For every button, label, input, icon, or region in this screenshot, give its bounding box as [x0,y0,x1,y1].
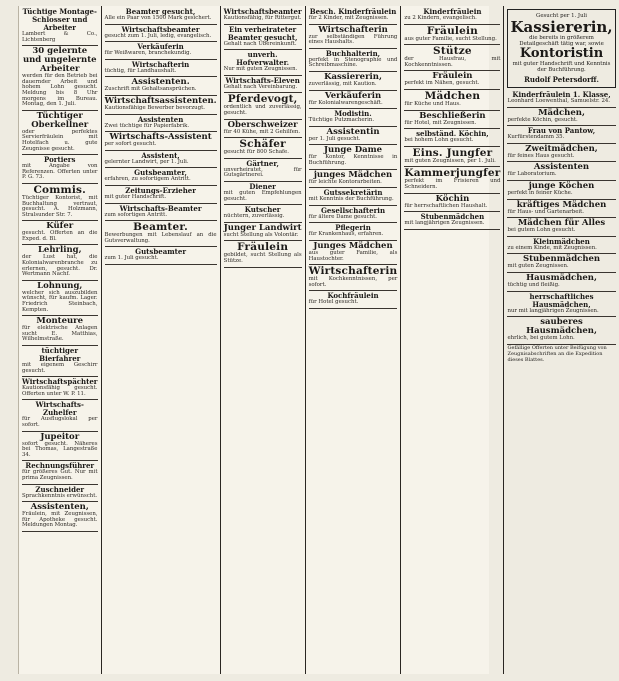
ad-text: für Hotel gesucht. [308,299,359,306]
ad [309,188,398,206]
ad-heading: Schäfer [239,138,286,151]
ad [224,223,302,242]
box-top-line: Gesucht per 1. Juli [536,13,588,19]
ad-text: mit guter Handschrift. [104,193,167,200]
ad [105,221,217,247]
ad-heading: Verkäuferin [137,42,184,52]
ad [105,132,217,151]
ad-heading: Tüchtige Montage-Schlosser und Arbeiter [22,7,97,32]
ad [105,96,217,115]
column-5 [401,6,504,674]
ad-text: Tüchtige Putzmacherin. [308,117,375,124]
ad-text: unverheiratet, für Gutsgärtnerei. [223,166,302,179]
ad-text: welcher sich auszubilden wünscht, für kaufm. Lager. Friedrich Steinbach, Kempten. [22,289,98,313]
ad-text: aus guter Familie, als Haustochter. [308,249,398,262]
ad-text: erfahren, zu sofortigem Antritt. [104,176,191,183]
ad [22,245,98,280]
ad [22,184,98,221]
ad [404,129,500,147]
ad-heading: Gutsbeamter, [134,168,187,178]
ad [224,25,302,51]
ad-heading: Zuschneider [35,484,85,494]
ad-text: zu einem Kinde, mit Zeugnissen. [507,244,597,251]
column-3 [221,6,306,674]
ad-heading: Zweitmädchen, [525,143,598,154]
ad-heading: Mädchen für Alles [517,218,606,229]
ad-heading: Pflegerin [335,223,371,233]
ad-heading: Wirtschafterin [308,265,398,278]
ad-text: mit guten Empfehlungen gesucht. [223,189,302,202]
ad-heading: Jupeitor [40,431,80,442]
ad [224,50,302,76]
ad [309,49,398,72]
ad-text: tüchtig und fleißig. [507,281,560,288]
ad [404,194,500,213]
ad-heading: Lohnung, [37,280,83,291]
ad [404,167,500,193]
ad-heading: Kassiererin, [324,71,382,82]
ad-text: Fräulein, mit Zeugnissen, für Apotheke gesucht. Meldungen Montag. [22,511,98,529]
ad-heading: Assistentin [326,126,380,137]
ad-text: für Kolonialwarengeschäft. [308,99,383,106]
ad-heading: Wirtschaftsassistenten. [104,95,217,106]
ad-heading: Assistenten [137,114,184,124]
ad [224,7,302,25]
ad-heading: Küfer [46,221,74,232]
ad [22,7,98,46]
ad-heading: herrschaftliches Hausmädchen, [529,291,594,309]
ad-text: für Krankenhaus, erfahren. [308,231,384,238]
ad [22,281,98,316]
ad-heading: Gesellschafterin [320,205,386,215]
ad-heading: Frau von Pantow, [527,126,596,136]
ad [22,346,98,377]
ad-heading: Verkäuferin [324,90,382,101]
ad-text: für Ausflugslokal per sofort. [22,416,98,428]
ad [309,25,398,49]
ad [507,162,615,181]
ad-heading: Kinderfräulein [423,7,482,16]
ad-text: Lambert & Co., Lichtenberg [22,31,98,43]
ad-text: für Küche und Haus. [404,100,461,107]
box-heading-cashier: Kassiererin, [510,18,613,36]
ad [309,223,398,241]
ad-heading: Monteure [36,316,84,327]
ad-text: für elektrische Anlagen sucht E. Matthias, Wilhelmstraße. [22,325,98,343]
ad-text: bei gutem Lohn gesucht. [507,227,576,234]
ad-heading: Assistenten, [30,502,89,513]
ad [224,205,302,223]
ad [224,138,302,159]
ad-heading: Wirtschaftsbeamter [121,24,200,34]
ad-text: sofort gesucht. Näheres bei Thomas, Langestraße 34. [22,440,98,458]
ad-text: für 40 Kühe, mit 2 Gehilfen. [223,128,301,135]
ad-heading: Hausmädchen, [526,272,597,283]
ad-text: gesucht für 800 Schafe. [223,149,289,156]
ad-text: zum sofortigen Antritt. [104,211,168,218]
ad-text: bei hohem Lohn gesucht. [404,137,474,144]
ad [224,120,302,139]
ad-text: gesucht. Offerten an die Exped. d. Bl. [22,230,98,242]
ad-text: Tüchtiger Kontorist, mit Buchhaltung vertraut, gesucht. A. Holzmann, Stralsunder Str. 7. [22,194,98,218]
ad [404,212,500,230]
ad-heading: kräftiges Mädchen [516,199,607,210]
ad-text: sucht Stellung als Volontär. [223,231,299,238]
ad-text: der Lust hat, die Kolonialwarenbranche zu erlernen, gesucht. Dr. Wertmann Nachf. [22,254,98,278]
ad-text: nüchtern, zuverlässig. [223,213,285,220]
ad-heading: Wirtschafts-Assistent [109,132,212,143]
ad-text: gelernter Landwirt, per 1. Juli. [104,158,189,165]
ad [309,109,398,127]
ad [224,159,302,182]
ad [309,291,398,309]
ad-text: Nur mit guten Zeugnissen. [223,66,298,73]
ad [507,108,615,127]
ad [404,147,500,168]
ad [105,60,217,78]
ad [507,273,615,292]
ad-text: zum 1. Juli gesucht. [104,255,159,262]
ad-heading: Kinderfräulein 1. Klasse, [512,90,611,99]
ad-heading: Fräulein [237,241,289,254]
ad-heading: junges Mädchen [313,169,393,180]
ad-heading: junge Köchen [528,180,595,191]
box-middle-text: die bereits in größerem Detailgeschäft tätig war, sowie [519,35,604,47]
ad-text: ordentlich und zuverlässig, gesucht. [223,104,302,116]
ad [309,145,398,169]
ad-text: tüchtig, für Landhaushalt. [104,67,177,74]
ad-text: werden für den Betrieb bei dauernder Arbeit und hohem Lohn gesucht. Meldung bis 8 Uhr morgens im Bureau. Montag, den 1. Juli. [22,73,98,108]
ad-text: perfekt in Stenographie und Schreibmaschine. [308,56,398,69]
ad [507,317,615,345]
ad-text: für Haus- und Gartenarbeit. [507,208,584,215]
ad-heading: Wirtschaftspächter [22,377,98,387]
ad [309,265,398,291]
ad-heading: Commis. [33,183,87,196]
ad-text: per sofort gesucht. [104,141,157,148]
ad [22,155,98,184]
ad-text: perfekt im Nähen, gesucht. [404,80,480,87]
ad [105,247,217,265]
ad-text: für feines Haus gesucht. [507,152,575,159]
ad-heading: Assistenten [533,162,590,173]
ad-text: zu 2 Kindern, evangelisch. [404,15,477,21]
ad-text: für herrschaftlichen Haushalt. [404,202,488,209]
ad-heading: Stütze [433,45,472,58]
ad-heading: Modistin. [334,109,372,119]
ad [22,432,98,462]
ad [309,72,398,91]
ad-heading: sauberes Hausmädchen, [526,317,597,337]
ad [105,186,217,204]
ad-text: aus guter Familie, sucht Stellung. [404,35,497,42]
ad-heading: unverh. Hofverwalter. [236,50,290,68]
ad-text: oder perfektes Servierfräulein mit Hotelfach u. gute Zeugnisse gesucht. [22,128,98,152]
ad-heading: Gutsbeamter [135,247,187,257]
ad-heading: Beamter. [133,221,188,234]
newspaper-page [18,6,613,674]
ad-text: für leichte Kontorarbeiten. [308,178,382,185]
ad-heading: Eins. Jungfer [412,146,493,159]
ad [105,115,217,133]
ad-text: Bewerbungen mit Lebenslauf an die Gutsverwaltung. [104,232,217,244]
ad-text: perfekte Köchin, gesucht. [507,116,578,123]
ad [507,218,615,237]
ad-heading: Stubenmädchen [420,212,485,222]
ad-text: Kautionsfähig gesucht. Offerten unter W. P. 11. [22,385,98,397]
ad [224,93,302,119]
ad-heading: 30 gelernte und ungelernte Arbeiter [22,46,97,75]
ad-text: der Hausfrau, mit Kochkenntnissen. [404,56,501,68]
ad [22,400,98,431]
ad-text: zur selbständigen Führung eines Haushalts. [308,33,398,46]
ad-text: mit guten Zeugnissen, per 1. Juli. [404,157,496,164]
ad [404,45,500,71]
ad [105,204,217,222]
ad-heading: Wirtschafterin [131,59,190,69]
ad [105,168,217,186]
ad-text: Kautionsfähige Bewerber bevorzugt. [104,104,205,111]
ad [507,181,615,200]
ad-text: Leonhard Loewenthal, Samuelstr. 24. [507,98,611,104]
ad-heading: Junge Dame [324,145,382,156]
ad-text: gebildet, sucht Stellung als Stütze. [223,252,302,264]
column-4 [306,6,402,674]
ad-text: für 2 Kinder, mit Zeugnissen. [308,15,389,21]
ad-columns [19,6,613,674]
ad-heading: Pferdevogt, [227,93,298,106]
ad-text: für Kontor, Kenntnisse in Buchführung. [308,154,398,166]
ad [507,126,615,144]
ad-text: für Laboratorium. [507,171,557,178]
ad [22,316,98,346]
ad-heading: selbständ. Köchin, [416,129,489,139]
ad-heading: tüchtiger Bierfahrer [39,346,81,363]
ad-heading: Kleinmädchen [533,236,590,246]
ad-heading: Wirtschafterin [318,24,388,35]
ad-text: für Weißwaren, branchekundig. [104,50,192,57]
ad-text: nur mit langjährigen Zeugnissen. [507,307,599,314]
ad-text: per 1. Juli gesucht. [308,135,361,142]
ad [22,111,98,155]
ad [22,221,98,245]
ad [105,25,217,43]
footer-note: Gefällige Offerten unter Beifügung von Zeugnisabschriften an die Expedition dieses Blattes. [507,344,607,363]
ad [309,91,398,110]
ad-text: perfekt im Frisieren und Schneidern. [404,178,501,190]
ad [507,292,615,318]
ad-heading: Diener [249,181,276,191]
ad-text: Gehalt nach Vereinbarung. [223,83,298,90]
ad [105,7,217,25]
ad-heading: Assistenten. [131,77,190,88]
ad-heading: Wirtschafts-Zuhelfer [35,400,84,418]
ad [22,46,98,111]
ad-text: mit Angabe von Referenzen. Offerten unter P. G. 73. [22,163,98,181]
ad-heading: Fräulein [426,24,478,37]
ad [309,170,398,189]
ad [105,42,217,60]
ad-heading: Zeitungs-Erzieher [125,185,196,195]
ad-heading: Wirtschafts-Eleven [225,75,300,85]
ad [507,144,615,163]
ad-heading: Portiers [44,155,76,165]
ad [507,254,615,273]
ad-heading: Ein verheirateter Beamter gesucht, [227,24,298,42]
ad-heading: Köchin [435,193,470,204]
ad [404,111,500,130]
ad [105,77,217,96]
ad [507,200,615,219]
ad-text: für größeres Gut. Nur mit prima Zeugnissen. [22,469,98,481]
ad-heading: Kammerjungfer [404,167,501,180]
ad-heading: Lehrling, [37,245,82,256]
ad-text: mit guten Zeugnissen. [507,263,569,270]
ad-heading: Beschließerin [419,110,486,121]
ad-heading: Oberschweizer [227,119,298,130]
ad [404,25,500,46]
ad-heading: Beamter gesucht, [125,7,196,16]
ad-text: Sprachkenntnis erwünscht. [22,492,98,499]
ad-text: Zwei tüchtige für Papierfabrik. [104,122,190,129]
ad [22,461,98,484]
ad-text: Kautionsfähig, für Rittergut. [223,15,302,21]
ad-heading: Gutssekretärin [323,188,383,198]
box-heading-clerk: Kontoristin [519,46,604,61]
ad [22,485,98,503]
ad-heading: Junger Landwirt [223,222,302,233]
ad [22,377,98,400]
ad-text: für Hotel, mit Zeugnissen. [404,119,477,126]
ad-heading: Besch. Kinderfräulein [309,7,397,16]
ad-heading: Wirtschafts-Beamter [119,203,202,213]
ad-text: für ältere Dame gesucht. [308,213,377,220]
ad-text: Alle ein Paar von 1500 Mark gesichert. [104,15,212,21]
ad-text: perfekt in feiner Küche. [507,189,573,196]
ad-text: gesucht zum 1. Juli, ledig, evangelisch. [104,32,212,39]
ad [404,90,500,111]
ad [105,151,217,169]
ad-heading: Buchhalterin, [325,48,381,58]
ad-text: mit Kenntnis der Buchführung. [308,196,394,203]
ad-text: mit Kochkenntnissen, per sofort. [308,276,398,288]
ad [507,90,615,108]
ad [404,7,500,25]
ad-text: mit eigenem Geschirr gesucht. [22,362,98,374]
ad-heading: Stubenmädchen [522,254,601,265]
ad [309,241,398,265]
ad-heading: Junges Mädchen [313,240,393,251]
ad-heading: Kutscher [244,205,281,215]
ad-heading: Tüchtiger Oberkellner [31,110,89,130]
ad-heading: Mädchen, [538,107,585,118]
column-6 [504,6,618,674]
ad-text: Zuschrift mit Gehaltsansprüchen. [104,86,197,93]
ad-text: Kurfürstendamm 35. [507,134,565,141]
column-1 [19,6,102,674]
ad-heading: Fräulein [432,71,473,82]
ad [224,76,302,94]
boxed-advertisement [507,9,615,88]
ad-text: Gehalt nach Übereinkunft. [223,40,297,47]
ad-heading: Mädchen [424,89,481,102]
column-2 [102,6,221,674]
ad [224,182,302,205]
ad-heading: Wirtschaftsbeamter [223,7,302,16]
ad-heading: Rechnungsführer [25,461,95,471]
ad [309,206,398,224]
ad [309,127,398,146]
ad-text: zuverlässig, mit Kaution. [308,80,377,87]
ad-heading: Gärtner, [246,158,279,168]
ad [22,502,98,532]
ad-heading: Kochfräulein [327,291,379,301]
ad [507,237,615,255]
box-small-text: mit guter Handschrift und Kenntnis der Buchführung. [512,61,611,73]
ad-text: ehrlich, bei gutem Lohn. [507,335,575,342]
ad [404,71,500,90]
box-advertiser-name: Rudolf Petersdorff. [524,75,599,84]
ad-text: mit langjährigen Zeugnissen. [404,220,485,227]
ad-heading: Assistent, [141,150,180,160]
ad [309,7,398,25]
ad [224,241,302,267]
